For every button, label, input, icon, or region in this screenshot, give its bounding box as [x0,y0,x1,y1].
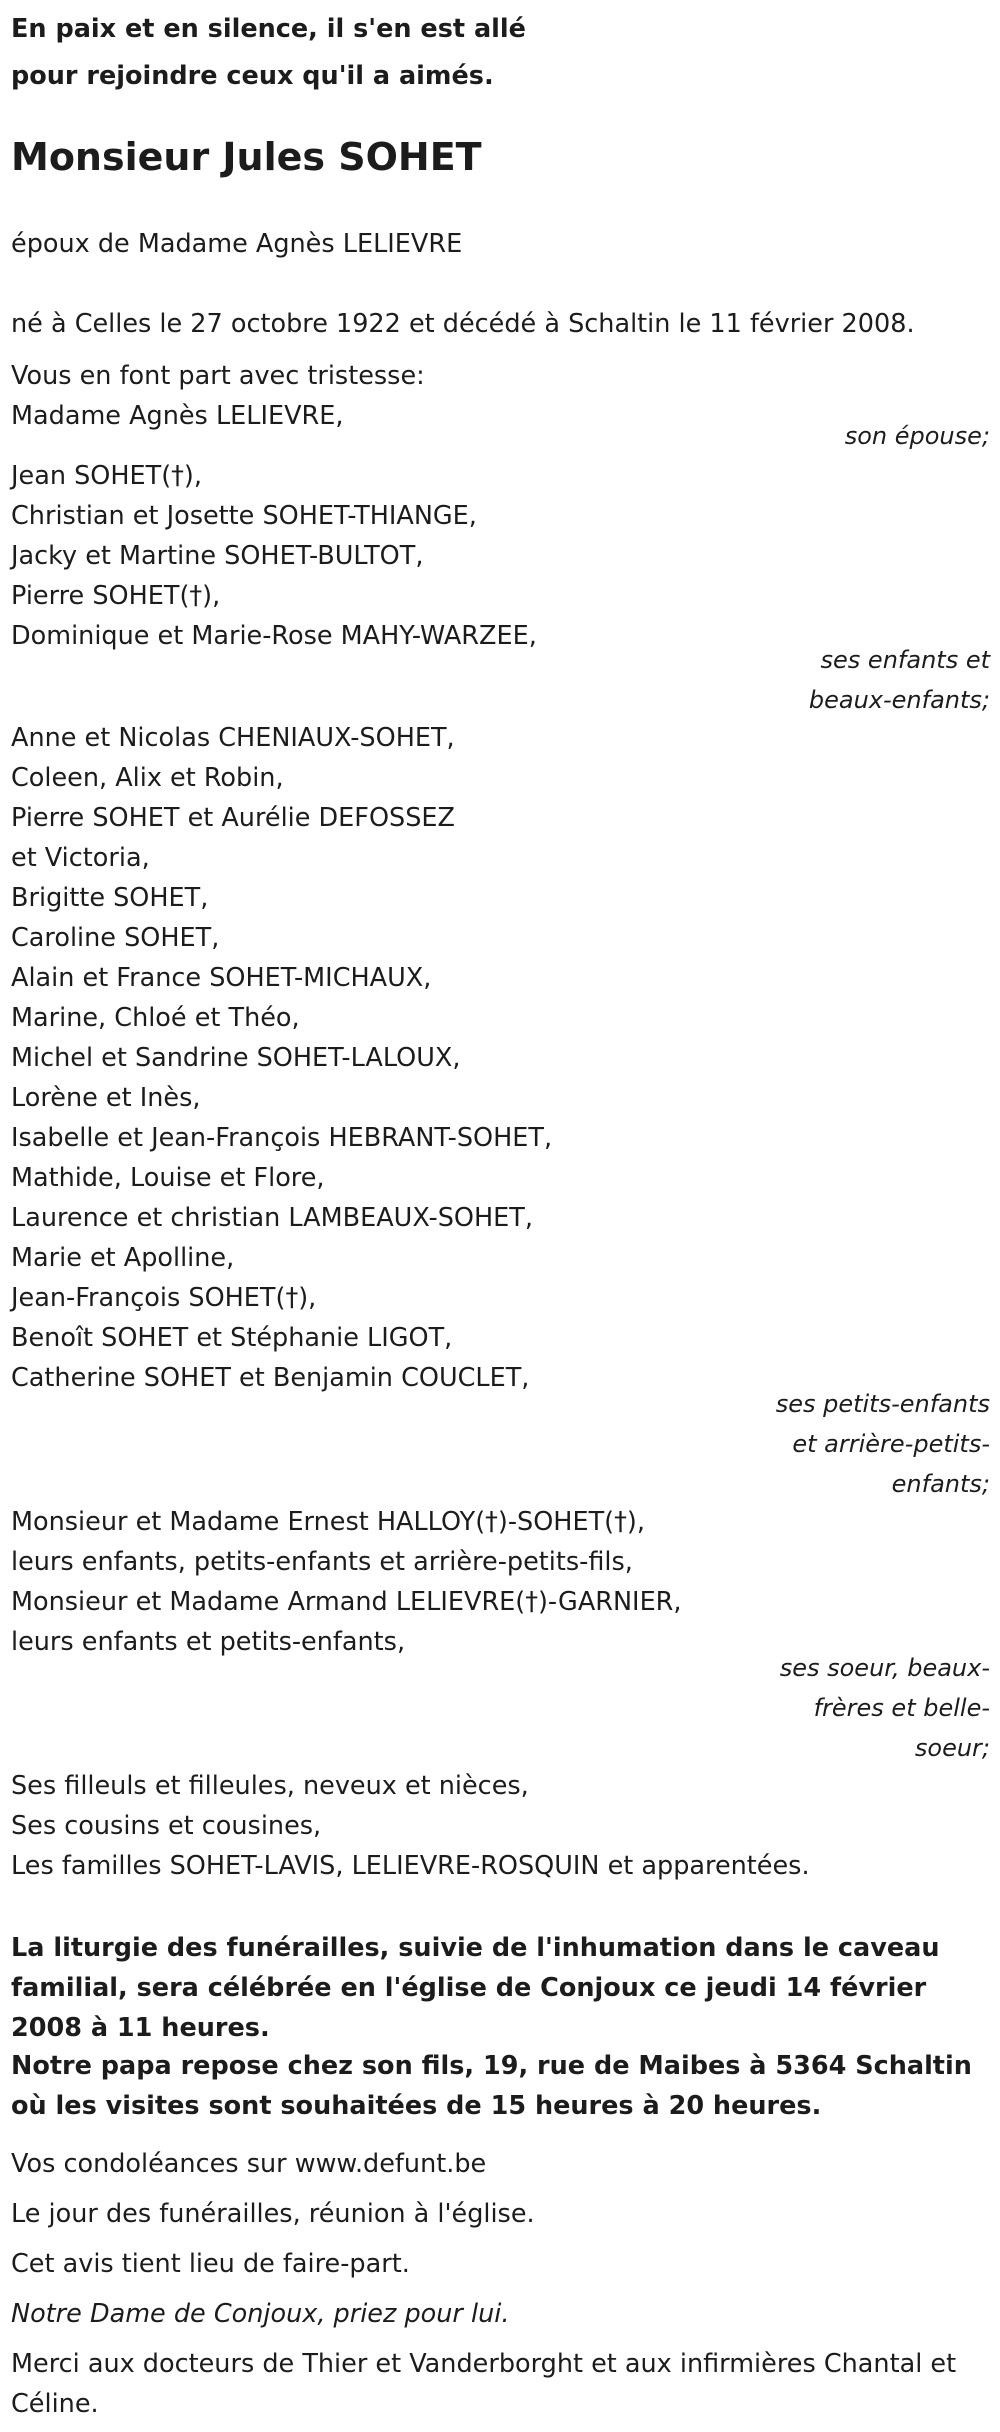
family-line: Monsieur et Madame Ernest HALLOY(†)-SOHET(†), [11,1507,645,1537]
announcement-intro: Vous en font part avec tristesse: [11,361,425,391]
condolences-line: Vos condoléances sur www.defunt.be [11,2149,487,2179]
family-line: Benoît SOHET et Stéphanie LIGOT, [11,1323,453,1353]
family-line: Jacky et Martine SOHET-BULTOT, [11,541,424,571]
family-line: Michel et Sandrine SOHET-LALOUX, [11,1043,461,1073]
family-group-children [11,456,941,656]
family-line: leurs enfants et petits-enfants, [11,1627,406,1657]
prayer-line: Notre Dame de Conjoux, priez pour lui. [11,2299,510,2329]
visits-announcement: Notre papa repose chez son fils, 19, rue de Maibes à 5364 Schaltin où les visites sont souhaitées de 15 heures à 20 heures. [11,2051,972,2121]
family-line: Isabelle et Jean-François HEBRANT-SOHET, [11,1123,553,1153]
relation-line: ses enfants et [820,646,990,674]
family-line: Pierre SOHET(†), [11,581,221,611]
family-line: Christian et Josette SOHET-THIANGE, [11,501,477,531]
relation-line: soeur; [914,1734,990,1762]
family-line: Alain et France SOHET-MICHAUX, [11,963,432,993]
relation-line: enfants; [891,1470,990,1498]
family-group-siblings [11,1502,941,1662]
thanks-line: Merci aux docteurs de Thier et Vanderborght et aux infirmières Chantal et Céline. [11,2349,957,2419]
family-line: Lorène et Inès, [11,1083,201,1113]
family-line: Jean SOHET(†), [11,461,202,491]
family-line: Marie et Apolline, [11,1243,235,1273]
spouse-line: époux de Madame Agnès LELIEVRE [11,229,463,259]
reunion-line: Le jour des funérailles, réunion à l'église. [11,2199,535,2229]
deceased-name: Monsieur Jules SOHET [11,135,482,179]
intro-line-1: En paix et en silence, il s'en est allé [11,14,526,44]
family-line: et Victoria, [11,843,150,873]
relation-line: et arrière-petits- [792,1430,990,1458]
family-line: Mathide, Louise et Flore, [11,1163,325,1193]
intro-line-2: pour rejoindre ceux qu'il a aimés. [11,61,494,91]
relation-line: son épouse; [844,422,990,450]
relation-line: frères et belle- [813,1694,990,1722]
family-line: Marine, Chloé et Théo, [11,1003,300,1033]
relation-label-grandchildren [690,1384,990,1504]
family-line: Jean-François SOHET(†), [11,1283,317,1313]
funeral-announcement: La liturgie des funérailles, suivie de l'inhumation dans le caveau familial, sera célébrée en l'église de Conjoux ce jeudi 14 février 2008 à 11 heures. [11,1933,940,2043]
relation-line: ses petits-enfants [775,1390,990,1418]
family-line: Brigitte SOHET, [11,883,209,913]
intro-verse [11,6,711,100]
birth-death-line: né à Celles le 27 octobre 1922 et décédé à Schaltin le 11 février 2008. [11,309,915,339]
relation-line: beaux-enfants; [808,686,990,714]
family-line: Catherine SOHET et Benjamin COUCLET, [11,1363,530,1393]
family-group-grandchildren [11,718,941,1398]
notice-line: Cet avis tient lieu de faire-part. [11,2249,410,2279]
family-line: leurs enfants, petits-enfants et arrière-petits-fils, [11,1547,633,1577]
family-line: Monsieur et Madame Armand LELIEVRE(†)-GARNIER, [11,1587,682,1617]
family-line: Pierre SOHET et Aurélie DEFOSSEZ [11,803,455,833]
other-line: Ses cousins et cousines, [11,1811,322,1841]
other-relatives [11,1766,941,1886]
family-line: Coleen, Alix et Robin, [11,763,284,793]
family-line: Laurence et christian LAMBEAUX-SOHET, [11,1203,533,1233]
relation-label-siblings [690,1648,990,1768]
other-line: Ses filleuls et filleules, neveux et nièces, [11,1771,529,1801]
family-line: Caroline SOHET, [11,923,220,953]
relation-label-children [690,640,990,720]
family-line: Dominique et Marie-Rose MAHY-WARZEE, [11,621,537,651]
relation-label-spouse [690,416,990,456]
relation-line: ses soeur, beaux- [779,1654,990,1682]
other-line: Les familles SOHET-LAVIS, LELIEVRE-ROSQUIN et apparentées. [11,1851,810,1881]
family-line: Anne et Nicolas CHENIAUX-SOHET, [11,723,455,753]
family-line: Madame Agnès LELIEVRE, [11,401,344,431]
